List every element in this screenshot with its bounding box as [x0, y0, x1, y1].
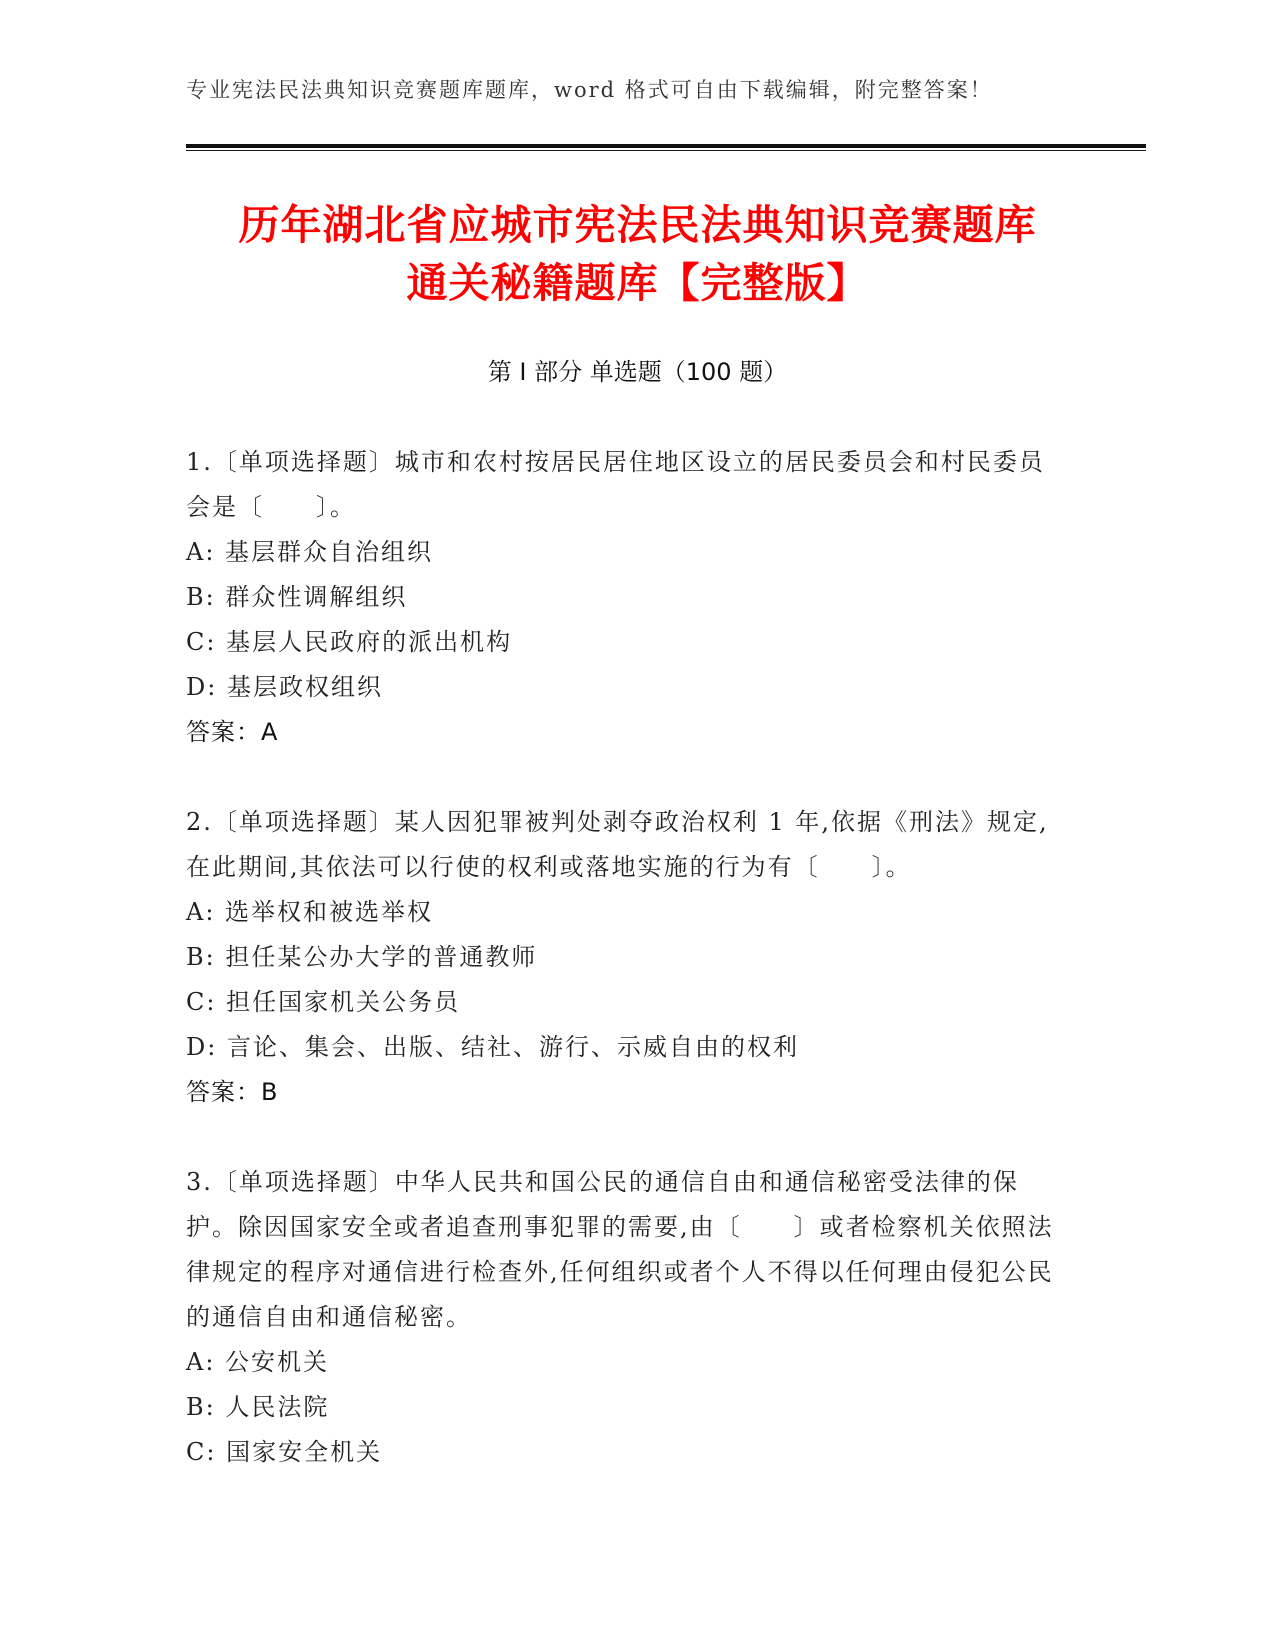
- question-item: [186, 1160, 1066, 1475]
- question-item: [186, 440, 1066, 755]
- answer-line: 答案：B: [186, 1078, 279, 1106]
- option-b: B: 人民法院: [186, 1393, 330, 1421]
- option-c: C: 基层人民政府的派出机构: [186, 628, 513, 656]
- document-title: [150, 196, 1125, 312]
- header-divider-thin: [186, 150, 1146, 151]
- option-c: C: 担任国家机关公务员: [186, 988, 461, 1016]
- question-item: [186, 800, 1066, 1115]
- option-d: D: 言论、集会、出版、结社、游行、示威自由的权利: [186, 1033, 799, 1061]
- answer-line: 答案：A: [186, 718, 279, 746]
- option-a: A: 公安机关: [186, 1348, 330, 1376]
- question-stem: 3.〔单项选择题〕中华人民共和国公民的通信自由和通信秘密受法律的保护。除因国家安全或者追查刑事犯罪的需要,由〔 〕或者检察机关依照法律规定的程序对通信进行检查外,任何组织或者个人不得以任何理由侵犯公民的通信自由和通信秘密。: [186, 1168, 1054, 1331]
- header-divider-thick: [186, 144, 1146, 148]
- document-title-line-1: 历年湖北省应城市宪法民法典知识竞赛题库: [238, 201, 1037, 249]
- question-stem: 1.〔单项选择题〕城市和农村按居民居住地区设立的居民委员会和村民委员会是〔 〕。: [186, 448, 1045, 521]
- option-b: B: 群众性调解组织: [186, 583, 408, 611]
- option-b: B: 担任某公办大学的普通教师: [186, 943, 538, 971]
- page-header-text: 专业宪法民法典知识竞赛题库题库，word 格式可自由下载编辑，附完整答案！: [186, 78, 993, 102]
- section-heading: 第 I 部分 单选题（100 题）: [487, 358, 788, 386]
- option-d: D: 基层政权组织: [186, 673, 383, 701]
- option-a: A: 选举权和被选举权: [186, 898, 434, 926]
- document-title-line-2: 通关秘籍题库【完整版】: [406, 259, 869, 307]
- option-c: C: 国家安全机关: [186, 1438, 383, 1466]
- question-stem: 2.〔单项选择题〕某人因犯罪被判处剥夺政治权利 1 年,依据《刑法》规定,在此期间,其依法可以行使的权利或落地实施的行为有〔 〕。: [186, 808, 1049, 881]
- option-a: A: 基层群众自治组织: [186, 538, 434, 566]
